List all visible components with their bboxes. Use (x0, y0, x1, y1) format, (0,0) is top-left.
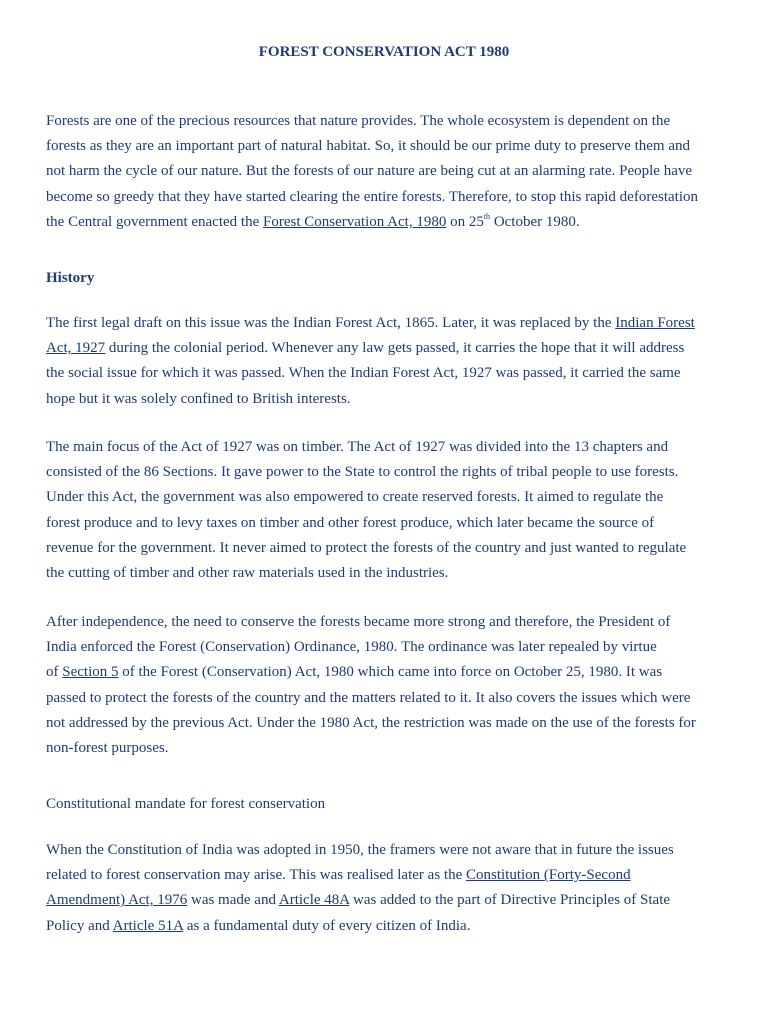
constitution-amendment-link[interactable]: Constitution (Forty-Second (466, 867, 631, 884)
text-line: non-forest purposes. (46, 740, 169, 757)
text-line (46, 888, 722, 913)
indian-forest-act-link[interactable]: Act, 1927 (46, 340, 106, 357)
ordinal-suffix: th (483, 211, 491, 221)
text-line: When the Constitution of India was adopted in 1950, the framers were not aware that in future the issues (46, 842, 674, 858)
text-line: not harm the cycle of our nature. But the forests of our nature are being cut at an alarming rate. People have (46, 163, 693, 180)
text-span: Policy and (46, 917, 113, 934)
text-span: related to forest conservation may arise. This was realised later as the (46, 867, 466, 884)
text-span: as a fundamental duty of every citizen of India. (183, 917, 471, 934)
history-paragraph-3 (46, 610, 722, 761)
text-line: become so greedy that they have started clearing the entire forests. Therefore, to stop this rapid deforestation (46, 188, 698, 205)
text-line: hope but it was solely confined to British interests. (46, 390, 351, 407)
text-span: October 1980. (490, 213, 580, 230)
text-span: on 25 (446, 213, 484, 230)
text-line: passed to protect the forests of the country and the matters related to it. It also covers the issues which were (46, 689, 691, 706)
text-line: the social issue for which it was passed. When the Indian Forest Act, 1927 was passed, it carried the same (46, 365, 681, 382)
text-line: After independence, the need to conserve the forests became more strong and therefore, the President of (46, 614, 671, 630)
text-line (46, 660, 722, 685)
text-line (46, 210, 722, 235)
text-line: the cutting of timber and other raw materials used in the industries. (46, 565, 449, 582)
history-heading: History (46, 270, 95, 286)
text-line: India enforced the Forest (Conservation) Ordinance, 1980. The ordinance was later repealed by virtue (46, 639, 657, 656)
text-span: of the Forest (Conservation) Act, 1980 which came into force on October 25, 1980. It was (118, 664, 663, 681)
intro-paragraph (46, 109, 722, 235)
article-51a-link[interactable]: Article 51A (112, 917, 184, 934)
constitution-amendment-link[interactable]: Amendment) Act, 1976 (46, 892, 188, 909)
text-line (46, 336, 722, 361)
text-line: The main focus of the Act of 1927 was on timber. The Act of 1927 was divided into the 13 chapters and (46, 439, 669, 455)
text-line: revenue for the government. It never aimed to protect the forests of the country and just wanted to regulate (46, 539, 687, 556)
constitutional-mandate-heading: Constitutional mandate for forest conservation (46, 796, 326, 812)
text-span: the Central government enacted the (46, 213, 263, 230)
text-line: forest produce and to levy taxes on timber and other forest produce, which later became the source of (46, 514, 655, 531)
constitutional-paragraph (46, 838, 722, 939)
document-title: FOREST CONSERVATION ACT 1980 (258, 44, 510, 60)
text-span: of (46, 664, 63, 681)
text-line (46, 311, 722, 336)
forest-conservation-act-link[interactable]: Forest Conservation Act, 1980 (263, 213, 447, 230)
text-span: was added to the part of Directive Principles of State (349, 892, 671, 909)
text-line: Under this Act, the government was also empowered to create reserved forests. It aimed to regulate the (46, 489, 664, 506)
history-paragraph-1 (46, 311, 722, 412)
article-48a-link[interactable]: Article 48A (278, 892, 350, 909)
text-line: consisted of the 86 Sections. It gave power to the State to control the rights of tribal people to use forests. (46, 464, 679, 481)
text-span: was made and (187, 892, 279, 909)
text-line (46, 914, 722, 939)
text-line: Forests are one of the precious resources that nature provides. The whole ecosystem is dependent on the (46, 113, 671, 129)
history-paragraph-2 (46, 435, 722, 586)
text-line (46, 863, 722, 888)
text-line: not addressed by the previous Act. Under the 1980 Act, the restriction was made on the use of the forests for (46, 714, 696, 731)
text-span: The first legal draft on this issue was the Indian Forest Act, 1865. Later, it was replaced by the (46, 315, 616, 331)
indian-forest-act-link[interactable]: Indian Forest (615, 315, 695, 331)
text-span: during the colonial period. Whenever any law gets passed, it carries the hope that it will address (105, 340, 685, 357)
text-line: forests as they are an important part of natural habitat. So, it should be our prime duty to preserve them and (46, 138, 690, 155)
section-5-link[interactable]: Section 5 (62, 664, 119, 681)
